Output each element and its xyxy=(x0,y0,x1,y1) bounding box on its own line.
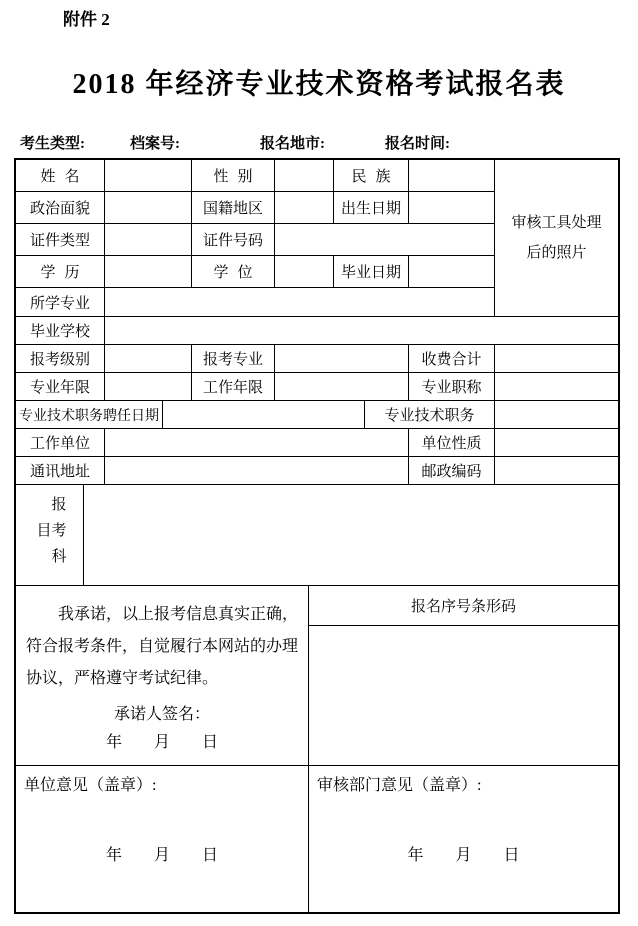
unit-type-input-cell[interactable] xyxy=(495,429,618,456)
exam-subjects-label xyxy=(16,485,83,585)
id-number-input-cell[interactable] xyxy=(275,224,494,255)
unit-opinion-date-line: 年 月 日 xyxy=(105,847,218,864)
address-input-cell[interactable] xyxy=(105,457,408,484)
review-opinion-date-line: 年 月 日 xyxy=(407,847,520,864)
address-label: 通讯地址 xyxy=(16,457,104,484)
appoint-date-label: 专业技术职务聘任日期 xyxy=(16,401,162,428)
name-input-cell[interactable] xyxy=(105,160,191,191)
name-label: 姓名 xyxy=(16,160,104,191)
commitment-text: 我承诺，以上报考信息真实正确，符合报考条件，自觉履行本网站的办理协议，严格遵守考试纪律。 xyxy=(26,606,299,687)
id-type-input-cell[interactable] xyxy=(105,224,191,255)
grad-date-input-cell[interactable] xyxy=(409,256,494,287)
political-status-input-cell[interactable] xyxy=(105,192,191,223)
signature-date-line: 年 月 日 xyxy=(105,734,218,751)
reg-time-label: 报名时间: xyxy=(385,136,450,152)
gender-input-cell[interactable] xyxy=(275,160,333,191)
id-type-label: 证件类型 xyxy=(16,224,104,255)
photo-note-line1: 审核工具处理 xyxy=(511,215,602,231)
photo-area xyxy=(495,160,618,316)
unit-opinion-label: 单位意见（盖章）: xyxy=(24,777,157,794)
degree-input-cell[interactable] xyxy=(275,256,333,287)
nationality-label: 国籍地区 xyxy=(192,192,274,223)
unit-opinion-cell xyxy=(16,766,308,912)
major-years-label: 专业年限 xyxy=(16,373,104,400)
fee-total-input-cell[interactable] xyxy=(495,345,618,372)
birth-date-input-cell[interactable] xyxy=(409,192,494,223)
work-years-input-cell[interactable] xyxy=(275,373,408,400)
political-status-label: 政治面貌 xyxy=(16,192,104,223)
degree-label: 学位 xyxy=(192,256,274,287)
school-input-cell[interactable] xyxy=(105,317,618,344)
ethnicity-label: 民族 xyxy=(334,160,408,191)
pro-post-label: 专业技术职务 xyxy=(365,401,494,428)
nationality-input-cell[interactable] xyxy=(275,192,333,223)
meta-line xyxy=(0,132,638,154)
work-unit-label: 工作单位 xyxy=(16,429,104,456)
exam-subjects-input-cell[interactable] xyxy=(84,485,618,585)
appoint-date-input-cell[interactable] xyxy=(163,401,364,428)
grad-date-label: 毕业日期 xyxy=(334,256,408,287)
id-number-label: 证件号码 xyxy=(192,224,274,255)
exam-subjects-vertical-text: 报考科目 xyxy=(34,496,66,574)
file-number-label: 档案号: xyxy=(130,136,180,152)
fee-total-label: 收费合计 xyxy=(409,345,494,372)
work-unit-input-cell[interactable] xyxy=(105,429,408,456)
attachment-label: 附件 2 xyxy=(63,10,110,29)
registration-table xyxy=(14,158,620,914)
pro-title-input-cell[interactable] xyxy=(495,373,618,400)
education-input-cell[interactable] xyxy=(105,256,191,287)
pro-title-label: 专业职称 xyxy=(409,373,494,400)
major-years-input-cell[interactable] xyxy=(105,373,191,400)
postcode-input-cell[interactable] xyxy=(495,457,618,484)
school-label: 毕业学校 xyxy=(16,317,104,344)
exam-major-input-cell[interactable] xyxy=(275,345,408,372)
barcode-header: 报名序号条形码 xyxy=(309,586,618,625)
review-opinion-cell xyxy=(309,766,618,912)
exam-level-label: 报考级别 xyxy=(16,345,104,372)
review-opinion-label: 审核部门意见（盖章）: xyxy=(317,777,482,794)
major-input-cell[interactable] xyxy=(105,288,494,316)
education-label: 学历 xyxy=(16,256,104,287)
ethnicity-input-cell[interactable] xyxy=(409,160,494,191)
birth-date-label: 出生日期 xyxy=(334,192,408,223)
major-label: 所学专业 xyxy=(16,288,104,316)
pro-post-input-cell[interactable] xyxy=(495,401,618,428)
signature-label: 承诺人签名： xyxy=(113,706,210,723)
exam-major-label: 报考专业 xyxy=(192,345,274,372)
form-title: 2018 年经济专业技术资格考试报名表 xyxy=(72,69,566,100)
candidate-type-label: 考生类型: xyxy=(20,136,85,152)
photo-note-line2: 后的照片 xyxy=(526,245,587,261)
barcode-area xyxy=(309,626,618,765)
reg-city-label: 报名地市: xyxy=(260,136,325,152)
postcode-label: 邮政编码 xyxy=(409,457,494,484)
commitment-cell xyxy=(16,586,308,765)
unit-type-label: 单位性质 xyxy=(409,429,494,456)
work-years-label: 工作年限 xyxy=(192,373,274,400)
gender-label: 性别 xyxy=(192,160,274,191)
exam-level-input-cell[interactable] xyxy=(105,345,191,372)
